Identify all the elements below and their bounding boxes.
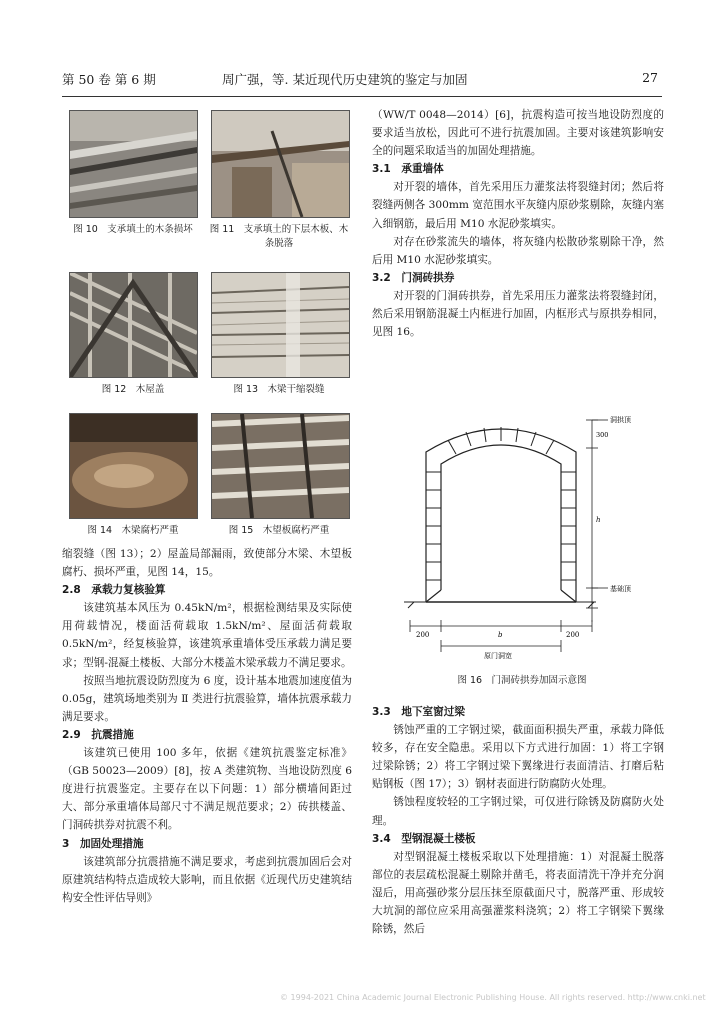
figure-10-caption: 图 10 支承填土的木条损坏 [73,224,193,235]
figure-13-caption: 图 13 木梁干缩裂缝 [233,384,325,395]
section-heading-3-3: 3.3 地下室窗过梁 [372,706,465,718]
paragraph: 该建筑部分抗震措施不满足要求，考虑到抗震加固后会对原建筑结构特点造成较大影响，而且依据《近现代历史建筑结构安全性评估导则》 [62,855,352,904]
paragraph: 对开裂的墙体，首先采用压力灌浆法将裂缝封闭；然后将裂缝两侧各 300mm 宽范围水平灰缝内原砂浆剔除，灰缝内塞入细钢筋，最后用 M10 水泥砂浆填实。 [372,181,664,230]
right-column-top [372,106,664,341]
figure-11-photo [211,110,350,218]
figure-13-photo [211,272,350,378]
dim-200-right: 200 [566,631,580,639]
figure-11-caption: 图 11 支承填土的下层木板、木条脱落 [209,224,349,249]
paragraph: 对存在砂浆流失的墙体，将灰缝内松散砂浆剔除干净，然后用 M10 水泥砂浆填实。 [372,235,664,266]
section-heading-2-8: 2.8 承载力复核验算 [62,584,166,597]
dim-200-left: 200 [416,631,430,639]
paragraph: 锈蚀程度较轻的工字钢过梁，可仅进行除锈及防腐防火处理。 [372,796,664,827]
figure-12-photo [69,272,198,378]
figure-14-caption: 图 14 木梁腐朽严重 [87,525,179,536]
section-heading-3-1: 3.1 承重墙体 [372,163,444,176]
label-foundation-top: 基础顶 [610,585,631,593]
paragraph: 对型钢混凝土楼板采取以下处理措施：1）对混凝土脱落部位的表层疏松混凝土剔除并凿毛，将表面清洗干净并充分润湿后，用高强砂浆分层压抹至原截面尺寸，脱落严重、形成较大坑洞的部位应采用高强灌浆料浇筑；2）将工字钢梁下翼缘除锈，然后 [372,850,664,936]
figure-15-caption: 图 15 木望板腐朽严重 [228,525,330,536]
figure-12-caption: 图 12 木屋盖 [101,384,165,395]
figure-16-drawing [396,412,668,667]
paragraph: 该建筑已使用 100 多年，依据《建筑抗震鉴定标准》（GB 50023—2009）[8]，按 A 类建筑物、当地设防烈度 6 度进行抗震鉴定。主要存在以下问题：1）部分横墙间距过大、部分承重墙体局部尺寸不满足规范要求；2）砖拱楼盖、门洞砖拱券对抗震不利。 [62,747,352,832]
dim-300: 300 [596,431,609,439]
paragraph: （WW/T 0048—2014）[6]，抗震构造可按当地设防烈度的要求适当放松，因此可不进行抗震加固。主要对该建筑影响安全的问题采取适当的加固处理措施。 [372,109,664,158]
figure-16-caption: 图 16 门洞砖拱券加固示意图 [457,675,587,686]
paragraph: 按照当地抗震设防烈度为 6 度，设计基本地震加速度值为 0.05g，建筑场地类别为 Ⅱ 类进行抗震验算，墙体抗震承载力满足要求。 [62,674,352,723]
section-heading-2-9: 2.9 抗震措施 [62,728,134,741]
running-title: 周广强，等. 某近现代历史建筑的鉴定与加固 [222,72,468,87]
figure-14-photo [69,413,198,519]
right-column-bottom [372,703,664,938]
dim-b: b [498,631,503,639]
header-rule [62,96,662,97]
running-header [62,66,662,88]
section-heading-3-2: 3.2 门洞砖拱券 [372,271,455,284]
left-column [62,545,352,907]
label-door-width: 原门洞宽 [484,652,512,660]
label-arch-top: 洞拱顶 [610,416,631,424]
paragraph: 锈蚀严重的工字钢过梁，截面面积损失严重，承载力降低较多，存在安全隐患。采用以下方式进行加固：1）将工字钢过梁除锈；2）将工字钢过梁下翼缘进行表面清洁、打磨后粘贴钢板（图 17）；3）钢材表面进行防腐防火处理。 [372,724,664,791]
journal-volume: 第 50 卷 第 6 期 [62,72,156,87]
copyright-watermark: © 1994-2021 China Academic Journal Electronic Publishing House. All rights reserved. http://www.cnki.net [280,993,706,1002]
section-heading-3: 3 加固处理措施 [62,837,144,850]
paragraph: 该建筑基本风压为 0.45kN/m²，根据检测结果及实际使用荷载情况，楼面活荷载取 1.5kN/m²、屋面活荷载取 0.5kN/m²，经复核验算，该建筑承重墙体受压承载力满足要求；型钢-混凝土楼板、大部分木楼盖木梁承载力不满足要求。 [62,602,352,669]
dim-h: h [596,516,601,524]
figure-10-photo [69,110,198,218]
section-heading-3-4: 3.4 型钢混凝土楼板 [372,832,476,845]
figure-15-photo [211,413,350,519]
page-number: 27 [642,70,658,85]
paragraph: 对开裂的门洞砖拱券，首先采用压力灌浆法将裂缝封闭，然后采用钢筋混凝土内框进行加固，内框形式与原拱券相同，见图 16。 [372,289,664,339]
paragraph: 缩裂缝（图 13）；2）屋盖局部漏雨，致使部分木梁、木望板腐朽、损坏严重，见图 14，15。 [62,548,352,579]
